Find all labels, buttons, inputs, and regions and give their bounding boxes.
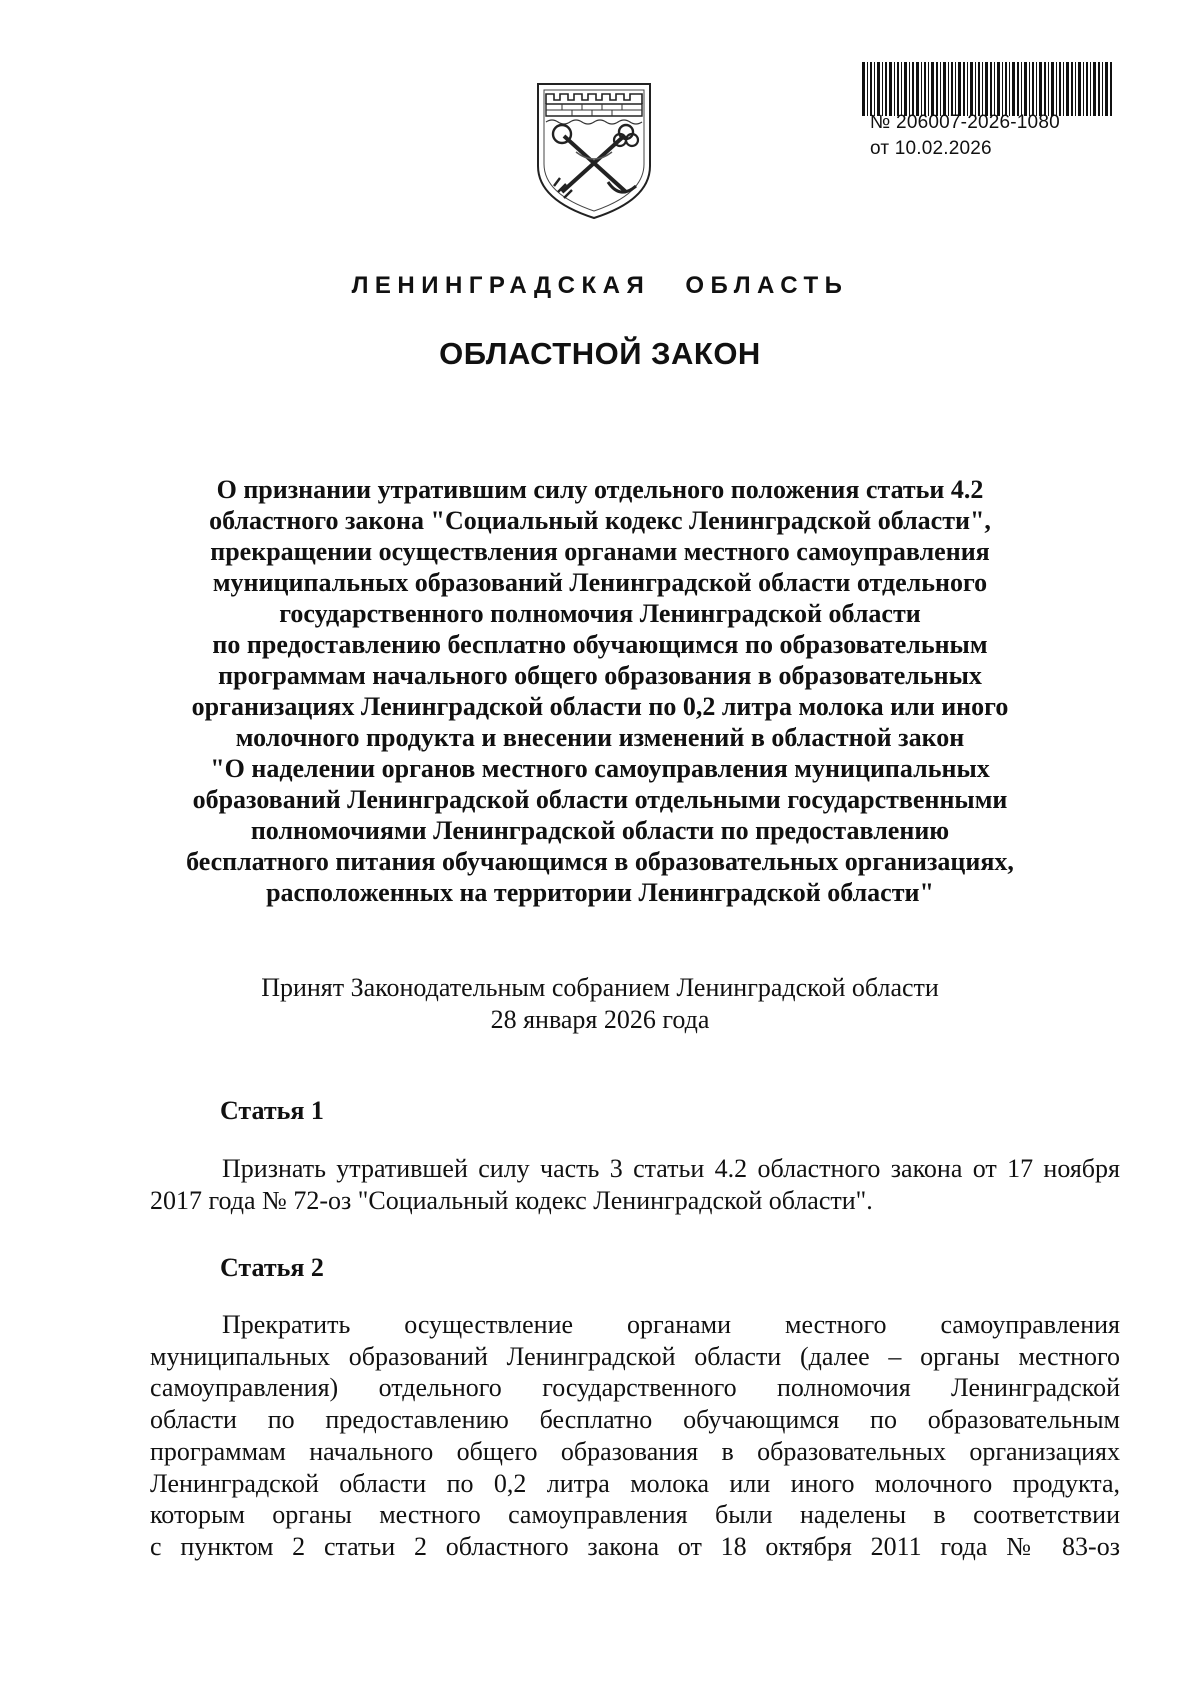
barcode-icon bbox=[862, 62, 1112, 116]
article-2-line: самоуправления) отдельного государственного полномочия Ленинградской bbox=[150, 1373, 1120, 1403]
article-2-heading: Статья 2 bbox=[220, 1253, 324, 1282]
leningrad-oblast-coat-of-arms-icon bbox=[532, 82, 656, 220]
article-2-line: с пунктом 2 статьи 2 областного закона от 18 октября 2011 года № 83-оз bbox=[150, 1531, 1120, 1561]
registration-date: от 10.02.2026 bbox=[870, 138, 992, 159]
law-title-line: прекращении осуществления органами местного самоуправления bbox=[210, 537, 990, 566]
law-title-line: государственного полномочия Ленинградской области bbox=[279, 599, 921, 628]
law-title-line: расположенных на территории Ленинградской области" bbox=[266, 878, 934, 907]
law-title-line: бесплатного питания обучающимся в образовательных организациях, bbox=[186, 847, 1014, 876]
law-title-line: областного закона "Социальный кодекс Ленинградской области", bbox=[209, 506, 991, 535]
law-title-line: молочного продукта и внесении изменений в областной закон bbox=[235, 723, 965, 752]
article-1-heading: Статья 1 bbox=[220, 1096, 324, 1125]
law-title-line: организациях Ленинградской области по 0,2 литра молока или иного bbox=[191, 692, 1009, 721]
article-1-text bbox=[150, 1153, 1120, 1216]
article-2-line: которым органы местного самоуправления были наделены в соответствии bbox=[150, 1500, 1120, 1530]
law-title-line: О признании утратившим силу отдельного положения статьи 4.2 bbox=[216, 475, 984, 504]
article-2-line: программам начального общего образования в образовательных организациях bbox=[150, 1436, 1120, 1466]
region-name: ЛЕНИНГРАДСКАЯ ОБЛАСТЬ bbox=[351, 272, 849, 299]
adoption-note bbox=[0, 972, 1200, 1036]
law-title-line: программам начального общего образования в образовательных bbox=[218, 661, 982, 690]
law-title-line: образований Ленинградской области отдельными государственными bbox=[192, 785, 1008, 814]
law-title-line: "О наделении органов местного самоуправления муниципальных bbox=[210, 754, 990, 783]
article-2-line: Прекратить осуществление органами местного самоуправления bbox=[222, 1310, 1120, 1339]
article-2-text bbox=[150, 1309, 1120, 1563]
article-1-line: Признать утратившей силу часть 3 статьи 4.2 областного закона от 17 ноября bbox=[222, 1154, 1120, 1183]
article-2-line: муниципальных образований Ленинградской области (далее – органы местного bbox=[150, 1341, 1120, 1371]
law-title-line: муниципальных образований Ленинградской области отдельного bbox=[212, 568, 988, 597]
registration-number: № 206007-2026-1080 bbox=[870, 112, 1060, 133]
article-2-line: Ленинградской области по 0,2 литра молока или иного молочного продукта, bbox=[150, 1468, 1120, 1498]
article-2-line: области по предоставлению бесплатно обучающимся по образовательным bbox=[150, 1405, 1120, 1435]
law-title bbox=[130, 474, 1070, 908]
adoption-body: Принят Законодательным собранием Ленинградской области bbox=[261, 973, 939, 1002]
law-title-line: полномочиями Ленинградской области по предоставлению bbox=[250, 816, 950, 845]
law-title-line: по предоставлению бесплатно обучающимся по образовательным bbox=[212, 630, 988, 659]
adoption-date: 28 января 2026 года bbox=[490, 1005, 710, 1034]
article-1-line: 2017 года № 72-оз "Социальный кодекс Ленинградской области". bbox=[150, 1185, 873, 1215]
document-type: ОБЛАСТНОЙ ЗАКОН bbox=[439, 336, 761, 371]
